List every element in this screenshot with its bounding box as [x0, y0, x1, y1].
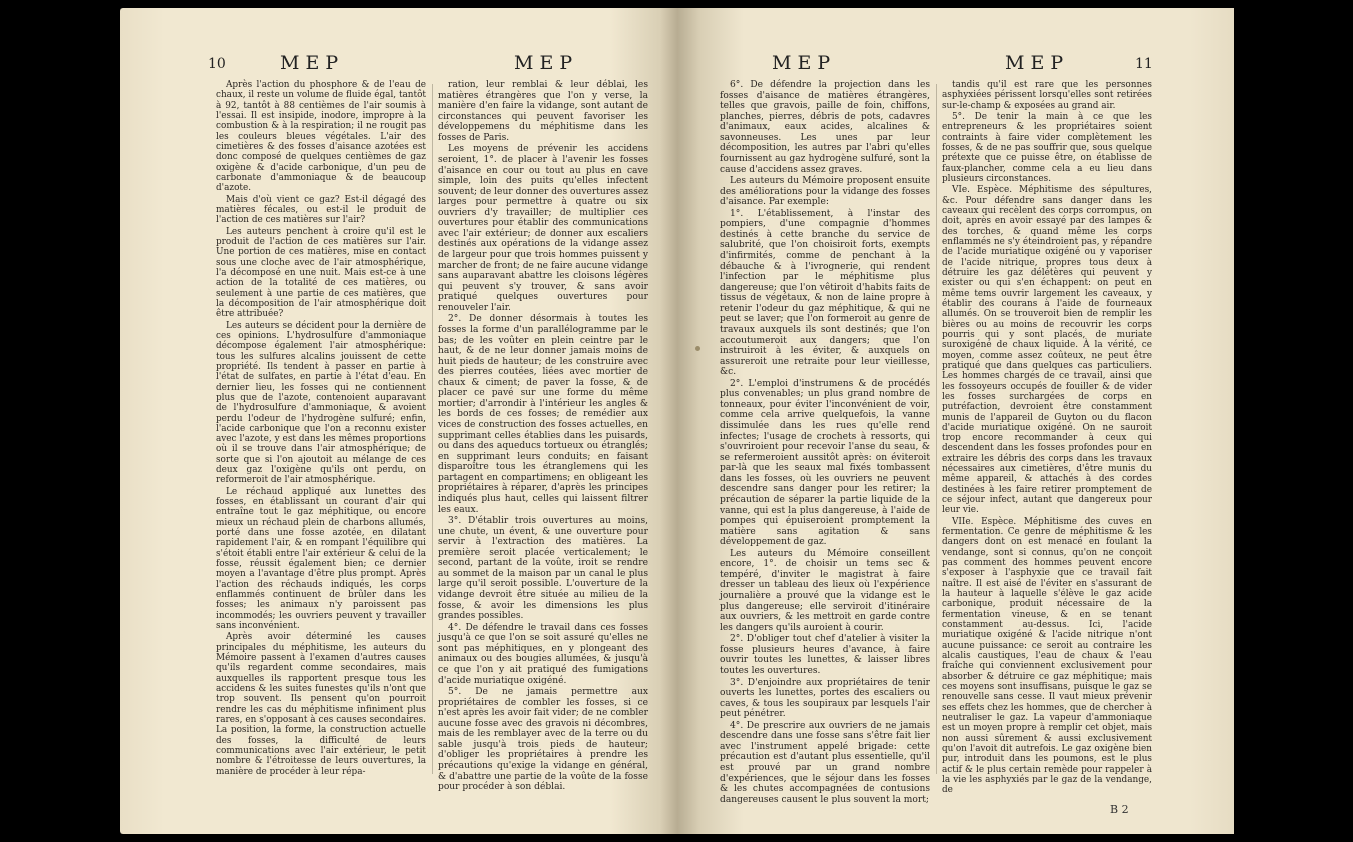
paragraph: 5°. De tenir la main à ce que les entrepreneurs & les propriétaires soient contraints à faire vider complètement les fosses, & de ne pas souffrir que, sous quelque prétexte que ce puisse être, on établisse de faux-plancher, comme cela a eu lieu dans plusieurs circonstances. — [942, 111, 1152, 184]
running-header-right: MEP — [514, 52, 579, 74]
page-number: 11 — [1135, 56, 1153, 72]
page-number: 10 — [208, 56, 226, 72]
paragraph: Les auteurs penchent à croire qu'il est le produit de l'action de ces matières sur l'air. Une portion de ces matières, mise en contact sous une cloche avec de l'air atmosphérique, l'a décomposé en une nuit. Mais est-ce à une action de la totalité de ces matières, ou seulement à une partie de ces matières, que la décomposition de l'air atmosphérique doit être attribuée? — [216, 226, 426, 320]
paragraph: Après l'action du phosphore & de l'eau de chaux, il reste un volume de fluide égal, tantôt à 92, tantôt à 88 centièmes de l'air soumis à l'essai. Il est insipide, inodore, impropre à la combustion & à la respiration; il ne rougit pas les couleurs bleues végétales. L'air des cimetières & des fosses d'aisance azotées est donc composé de quelques centièmes de gaz oxigène & d'acide carbonique, d'un peu de carbonate d'ammoniaque & de beaucoup d'azote. — [216, 80, 426, 194]
paragraph: 4°. De défendre le travail dans ces fosses jusqu'à ce que l'on se soit assuré qu'elles ne sont pas méphitiques, en y plongeant des animaux ou des bougies allumées, & jusqu'à ce que l'on y ait pratiqué des fumigations d'acide muriatique oxigéné. — [438, 622, 648, 686]
paragraph: Les moyens de prévenir les accidens seroient, 1°. de placer à l'avenir les fosses d'aisance en cour ou tout au plus en cave simple, loin des puits qu'elles infectent souvent; de leur donner des ouvertures assez larges pour permettre à quatre ou six ouvriers d'y travailler; de multiplier ces ouvertures pour établir des communications avec l'air extérieur; de donner aux escaliers destinés aux opérations de la vidange assez de largeur pour que trois hommes puissent y marcher de front; de ne faire aucune vidange sans auparavant abattre les cloisons légères qui peuvent s'y trouver, & sans avoir pratiqué quelques ouvertures pour renouveler l'air. — [438, 144, 648, 313]
paragraph: Les auteurs du Mémoire proposent ensuite des améliorations pour la vidange des fosses d'aisance. Par exemple: — [720, 176, 930, 208]
paragraph: Les auteurs se décident pour la dernière de ces opinions. L'hydrosulfure d'ammoniaque décompose également l'air atmosphérique: tous les sulfures alcalins jouissent de cette propriété. Ils tendent à passer en partie à l'état de sulfates, en partie à l'état d'eau. En dernier lieu, les fosses qui ne contiennent plus que de l'azote, contenoient auparavant de l'hydrosulfure d'ammoniaque, & avoient perdu l'odeur de l'hydrogène sulfuré; enfin, l'acide carbonique que l'on a reconnu exister avec l'azote, y est dans les mêmes proportions où il se trouve dans l'air atmosphérique; de sorte que si l'on ajoutoit au mélange de ces deux gaz l'oxigène qu'ils ont perdu, on reformeroit de l'air atmosphérique. — [216, 320, 426, 486]
paragraph: Le réchaud appliqué aux lunettes des fosses, en établissant un courant d'air qui entraîne tout le gaz méphitique, ou encore mieux un réchaud plein de charbons allumés, porté dans une fosse azotée, en dilatant rapidement l'air, & en rompant l'équilibre qui s'étoit établi entre l'air extérieur & celui de la fosse, réussit également bien; ce dernier moyen a l'avantage d'être plus prompt. Après l'action des réchauds indiqués, les corps enflammés continuent de brûler dans les fosses; les animaux n'y paroissent pas incommodés; les ouvriers peuvent y travailler sans inconvénient. — [216, 486, 426, 632]
text-column-1 — [720, 80, 930, 806]
paragraph: VIe. Espèce. Méphitisme des sépultures, &c. Pour défendre sans danger dans les caveaux qui recèlent des corps corrompus, on doit, après en avoir essayé par des lampes & des torches, & quand même les corps enflammés ne s'y éteindroient pas, y répandre de l'acide muriatique oxigéné ou y vaporiser de l'acide nitrique, propres tous deux à détruire les gaz délétères qui peuvent y exister ou qui s'en échappent: on peut en même tems ouvrir largement les caveaux, y établir des courans à l'aide de fourneaux allumés. On se trouveroit bien de remplir les bières ou au moins de recouvrir les corps pourris qui y sont placés, de muriate suroxigéné de chaux liquide. À la vérité, ce moyen, comme assez coûteux, ne peut être pratiqué que dans quelques cas particuliers. Les hommes chargés de ce travail, ainsi que les fossoyeurs occupés de fouiller & de vider les fosses surchargées de corps en putréfaction, devroient être constamment munis de l'appareil de Guyton ou du flacon d'acide muriatique oxigéné. On ne sauroit trop encore recommander à ceux qui descendent dans les fosses profondes pour en extraire les débris des corps dans les travaux nécessaires aux cimetières, d'être munis du même appareil, & attachés à des cordes destinées à les faire retirer promptement de ce séjour infect, autant que dangereux pour leur vie. — [942, 185, 1152, 516]
running-header-left: MEP — [772, 52, 837, 74]
paragraph: 3°. D'établir trois ouvertures au moins, une chute, un évent, & une ouverture pour servir à l'extraction des matières. La première seroit placée verticalement; le second, partant de la voûte, iroit se rendre au sommet de la maison par un canal le plus large qu'il seroit possible. L'ouverture de la vidange devroit être située au milieu de la fosse, & avoir les dimensions les plus grandes possibles. — [438, 516, 648, 622]
paragraph: tandis qu'il est rare que les personnes asphyxiées périssent lorsqu'elles sont retirées sur-le-champ & exposées au grand air. — [942, 80, 1152, 111]
paragraph: ration, leur remblai & leur déblai, les matières étrangères que l'on y verse, la manière d'en faire la vidange, sont autant de circonstances qui peuvent favoriser les développemens du méphitisme dans les fosses de Paris. — [438, 80, 648, 143]
text-column-2 — [438, 80, 648, 794]
margin-spot — [695, 346, 700, 351]
paragraph: 5°. De ne jamais permettre aux propriétaires de combler les fosses, si ce n'est après les avoir fait vider; de ne combler aucune fosse avec des gravois ni décombres, mais de les remblayer avec de la terre ou du sable jusqu'à trois pieds de hauteur; d'obliger les propriétaires à prendre les précautions qu'exige la vidange en général, & d'abattre une partie de la voûte de la fosse pour procéder à son déblai. — [438, 687, 648, 793]
paragraph: 2°. De donner désormais à toutes les fosses la forme d'un parallélogramme par le bas; de les voûter en plein ceintre par le haut, & de ne leur donner jamais moins de huit pieds de hauteur; de les construire avec des pierres coutées, liées avec mortier de chaux & ciment; de paver la fosse, & de placer ce pavé sur une forme du même mortier; d'arrondir à l'intérieur les angles & les bords de ces fosses; de remédier aux vices de construction des fosses actuelles, en supprimant celles établies dans les puisards, ou dans des aqueducs tortueux ou étranglés; en supprimant leurs conduits; en faisant disparoître tous les étranglemens qui les partagent en compartimens; en obligeant les propriétaires à réparer, d'après les principes indiqués plus haut, celles qui laissent filtrer les eaux. — [438, 314, 648, 515]
signature-mark: B 2 — [1110, 803, 1129, 816]
text-column-1 — [216, 80, 426, 778]
paragraph: 2°. D'obliger tout chef d'atelier à visiter la fosse plusieurs heures d'avance, à faire ouvrir toutes les lunettes, & laisser libres toutes les ouvertures. — [720, 634, 930, 676]
column-rule — [936, 84, 937, 774]
running-header-right: MEP — [1005, 52, 1070, 74]
paragraph: 2°. L'emploi d'instrumens & de procédés plus convenables; un plus grand nombre de tonneaux, pour éviter l'inconvénient de voir, comme cela arrive quelquefois, la vanne dissimulée dans les rues qu'elle rend infectes; l'usage de crochets à ressorts, qui s'ouvriroient pour recevoir l'anse du seau, & se refermeroient aussitôt après: on éviteroit par-là que les seaux mal fixés tombassent dans les fosses, où les ouvriers ne peuvent descendre sans danger pour les retirer; la précaution de séparer la partie liquide de la vanne, qui est la plus dangereuse, à l'aide de pompes qui épuiseroient promptement la matière sans agitation & sans développement de gaz. — [720, 378, 930, 548]
paragraph: VIIe. Espèce. Méphitisme des cuves en fermentation. Ce genre de méphitisme & les dangers dont on est menacé en foulant la vendange, sont si connus, qu'on ne conçoit pas comment des hommes peuvent encore s'exposer à l'asphyxie que ce travail fait naître. Il est aisé de l'éviter en s'assurant de la hauteur à laquelle s'élève le gaz acide carbonique, produit nécessaire de la fermentation vineuse, & en se tenant constamment au-dessus. Ici, l'acide muriatique oxigéné & l'acide nitrique n'ont aucune puissance: ce seroit au contraire les alcalis caustiques, l'eau de chaux & l'eau fraîche qui conviennent exclusivement pour absorber & détruire ce gaz méphitique; mais ces moyens sont insuffisans, puisque le gaz se renouvelle sans cesse. Il vaut mieux prévenir ses effets chez les hommes, que de chercher à neutraliser le gaz. La vapeur d'ammoniaque est un moyen propre à remplir cet objet, mais non aussi sûrement & aussi exclusivement qu'on l'avoit dit autrefois. Le gaz oxigène bien pur, introduit dans les poumons, est le plus actif & le plus certain remède pour rappeler à la vie les asphyxiés par le gaz de la vendange, de — [942, 516, 1152, 796]
running-header-left: MEP — [280, 52, 345, 74]
book-spread — [120, 8, 1234, 834]
paragraph: 3°. D'enjoindre aux propriétaires de tenir ouverts les lunettes, portes des escaliers ou caves, & tous les soupiraux par lesquels l'air peut pénétrer. — [720, 677, 930, 720]
paragraph: Les auteurs du Mémoire conseillent encore, 1°. de choisir un tems sec & tempéré, d'inviter le magistrat à faire dresser un tableau des lieux où l'expérience journalière a prouvé que la vidange est le plus dangereuse; elle serviroit d'itinéraire aux ouvriers, & les mettroit en garde contre les dangers qu'ils auroient à courir. — [720, 548, 930, 633]
left-page — [120, 8, 677, 834]
paragraph: 6°. De défendre la projection dans les fosses d'aisance de matières étrangères, telles que gravois, paille de foin, chiffons, planches, pierres, débris de pots, cadavres d'animaux, eaux acides, alcalines & savonneuses. Les unes par leur décomposition, les autres par l'abri qu'elles fournissent au gaz hydrogène sulfuré, sont la cause d'accidens assez graves. — [720, 80, 930, 175]
paragraph: 1°. L'établissement, à l'instar des pompiers, d'une compagnie d'hommes destinés à cette branche du service de salubrité, que l'on choisiroit forts, exempts d'infirmités, comme de penchant à la débauche & à l'ivrognerie, qui rendent l'infection par le méphitisme plus dangereuse; que l'on vêtiroit d'habits faits de tissus de végétaux, & non de laine propre à retenir l'odeur du gaz méphitique, & qui ne peut se laver; que l'on formeroit au genre de travaux auxquels ils sont destinés; que l'on accoutumeroit aux dangers; que l'on instruiroit à les éviter, & auxquels on assureroit une retraite pour leur vieillesse, &c. — [720, 208, 930, 378]
paragraph: Après avoir déterminé les causes principales du méphitisme, les auteurs du Mémoire passent à l'examen d'autres causes qu'ils regardent comme secondaires, mais auxquelles ils rapportent presque tous les accidens & les suites funestes qu'ils n'ont que trop souvent. Ils pensent qu'on pourroit rendre les cas du méphitisme infiniment plus rares, en s'opposant à ces causes secondaires. La position, la forme, la construction actuelle des fosses, la difficulté de leurs communications avec l'air extérieur, le petit nombre & l'étroitesse de leurs ouvertures, la manière de procéder à leur répa- — [216, 632, 426, 777]
column-rule — [432, 84, 433, 774]
paragraph: Mais d'où vient ce gaz? Est-il dégagé des matières fécales, ou est-il le produit de l'action de ces matières sur l'air? — [216, 194, 426, 226]
text-column-2 — [942, 80, 1152, 797]
right-page — [677, 8, 1234, 834]
paragraph: 4°. De prescrire aux ouvriers de ne jamais descendre dans une fosse sans s'être fait lier avec l'instrument appelé brigade: cette précaution est d'autant plus essentielle, qu'il est prouvé par un grand nombre d'expériences, que le séjour dans les fosses & les chutes accompagnées de contusions dangereuses causent le plus souvent la mort; — [720, 720, 930, 805]
